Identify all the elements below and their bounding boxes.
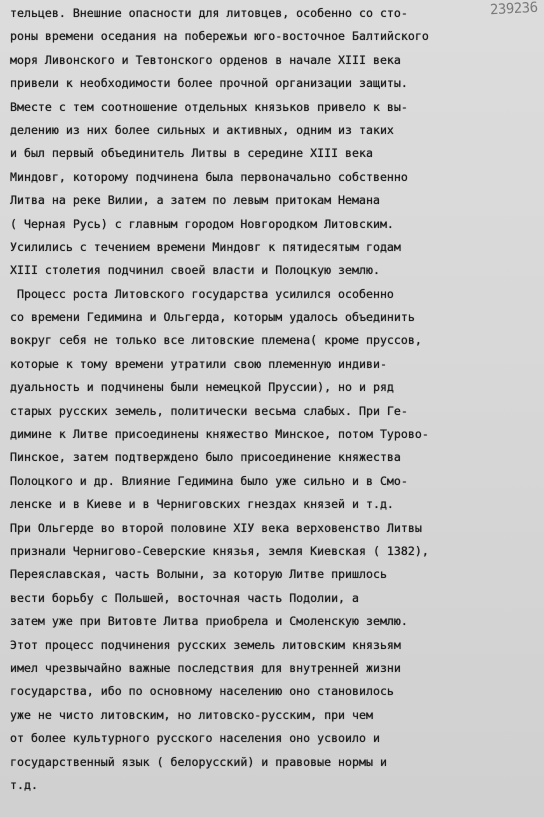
text-line: государства, ибо по основному населению оно становилось [10,684,394,699]
text-line: Этот процесс подчинения русских земель литовским князьям [10,637,401,652]
text-line: от более культурного русского населения оно усвоило и [10,731,380,746]
text-line: вокруг себя не только все литовские племена( кроме пруссов, [10,333,422,348]
text-line: привели к необходимости более прочной организации защиты. [10,76,408,91]
text-line: старых русских земель, политически весьма слабых. При Ге- [10,403,408,418]
text-line: ленске и в Киеве и в Черниговских гнездах князей и т.д. [10,497,394,512]
document-body [10,2,540,797]
page-number: 239236 [490,0,539,19]
text-line: димине к Литве присоединены княжество Минское, потом Турово- [10,427,429,442]
text-line: моря Ливонского и Тевтонского орденов в начале XIII века [10,52,401,67]
text-line: Процесс роста Литовского государства усилился особенно [10,286,394,301]
text-line: При Ольгерде во второй половине XIУ века верховенство Литвы [10,520,422,535]
text-line: и был первый объединитель Литвы в середине XIII века [10,146,373,161]
text-line: тельцев. Внешние опасности для литовцев, особенно со сто- [10,6,408,20]
text-line: государственный язык ( белорусский) и правовые нормы и [10,754,387,769]
text-line: имел чрезвычайно важные последствия для внутренней жизни [10,660,401,675]
text-line: Полоцкого и др. Влияние Гедимина было уже сильно и в Смо- [10,473,408,488]
text-line: ( Черная Русь) с главным городом Новгородком Литовским. [10,216,394,231]
text-line: Усилились с течением времени Миндовг к пятидесятым годам [10,239,401,254]
text-line: Миндовг, которому подчинена была первоначально собственно [10,169,408,184]
text-line: которые к тому времени утратили свою племенную индиви- [10,356,387,371]
text-line: т.д. [10,777,38,792]
text-line: уже не чисто литовским, но литовско-русским, при чем [10,707,373,722]
text-line: XIII столетия подчинил своей власти и Полоцкую землю. [10,263,380,278]
text-line: Переяславская, часть Волыни, за которую Литве пришлось [10,567,387,582]
text-line: признали Чернигово-Северские князья, земля Киевская ( 1382), [10,543,429,558]
text-line: делению из них более сильных и активных, одним из таких [10,122,394,137]
text-line: дуальность и подчинены были немецкой Пруссии), но и ряд [10,380,394,395]
text-line: затем уже при Витовте Литва приобрела и Смоленскую землю. [10,614,408,629]
text-line: Пинское, затем подтверждено было присоединение княжества [10,450,401,465]
text-line: Литва на реке Вилии, а затем по левым притокам Немана [10,193,380,208]
text-line: со времени Гедимина и Ольгерда, которым удалось объединить [10,310,415,325]
text-line: вести борьбу с Польшей, восточная часть Подолии, а [10,590,360,605]
text-line: роны времени оседания на побережьи юго-восточное Балтийского [10,29,429,44]
text-line: Вместе с тем соотношение отдельных князьков привело к вы- [10,99,408,114]
